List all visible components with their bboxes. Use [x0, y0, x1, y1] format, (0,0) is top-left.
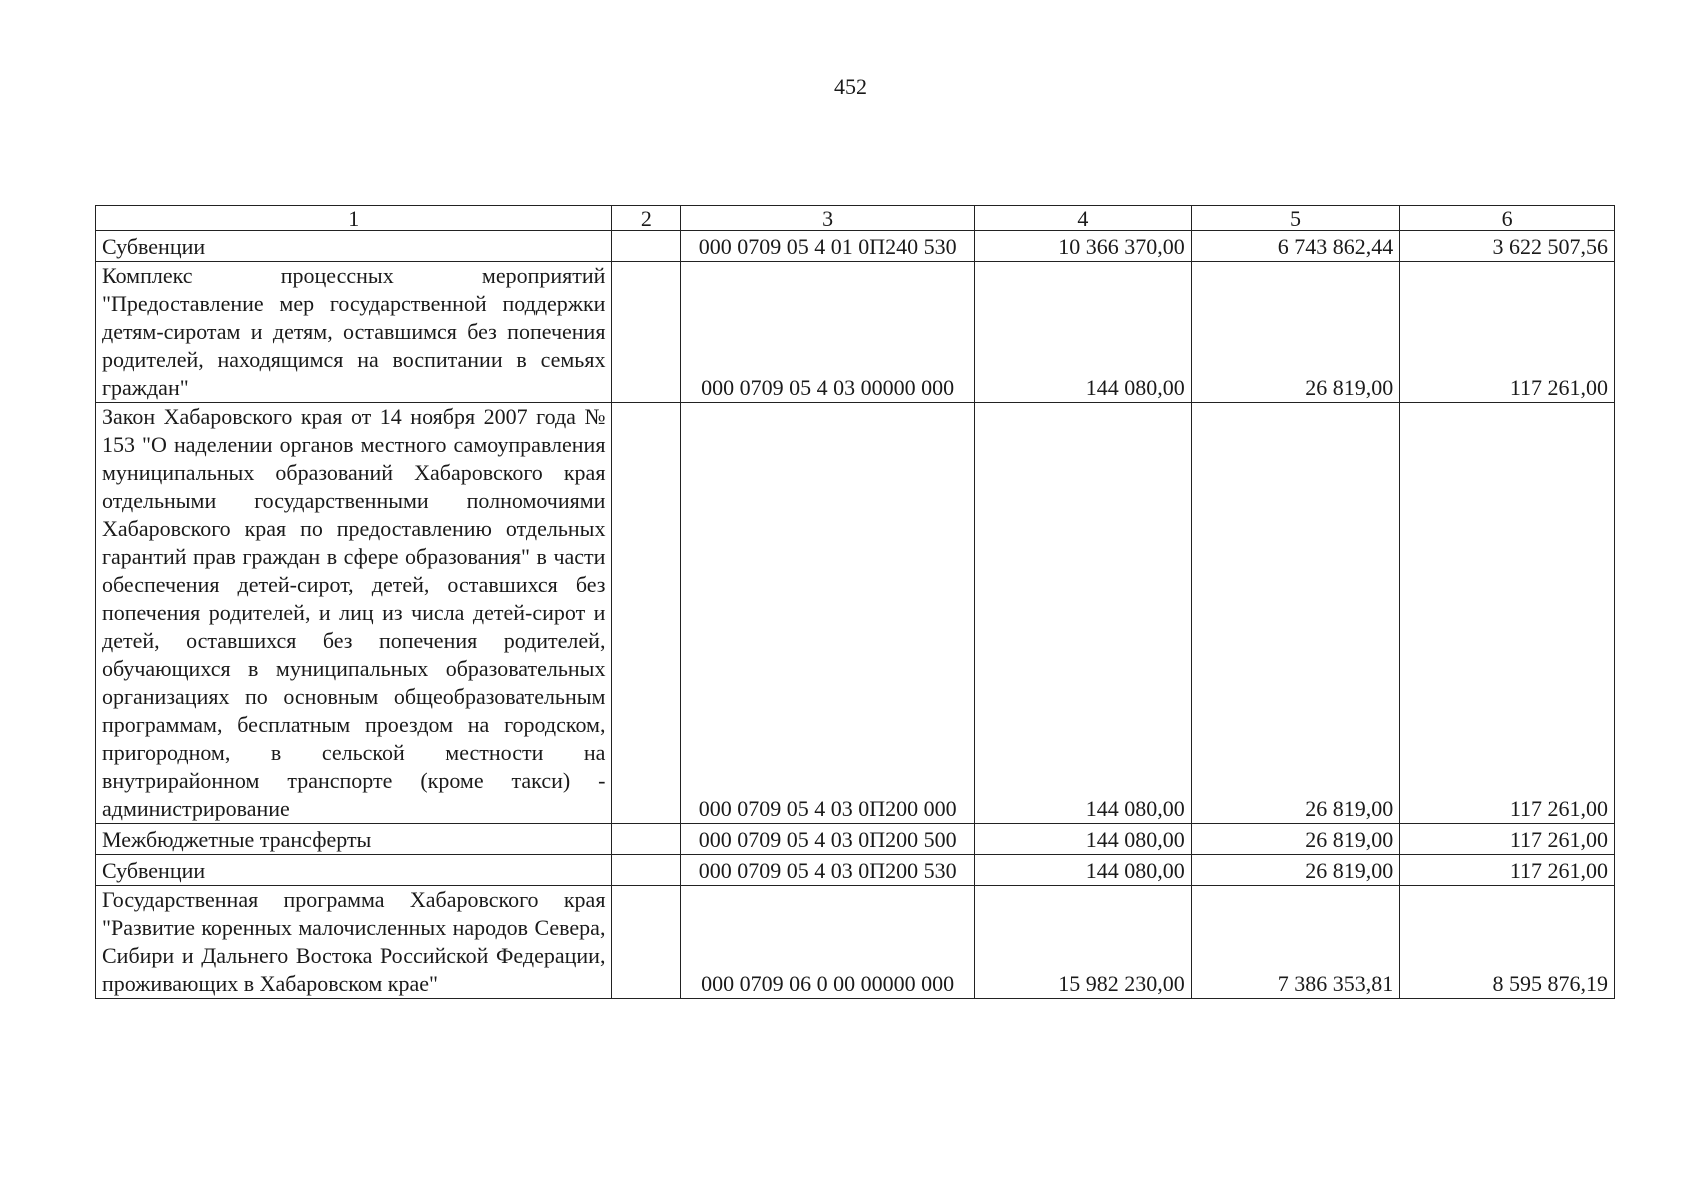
- row-value-4: 15 982 230,00: [974, 886, 1191, 999]
- row-value-5: 26 819,00: [1191, 403, 1400, 824]
- row-value-5: 26 819,00: [1191, 855, 1400, 886]
- row-name: Комплекс процессных мероприятий "Предоставление мер государственной поддержки детям-сиротам и детям, оставшимся без попечения родителей, находящимся на воспитании в семьях граждан": [96, 262, 612, 403]
- column-header: 4: [974, 206, 1191, 231]
- row-value-4: 144 080,00: [974, 403, 1191, 824]
- row-value-4: 144 080,00: [974, 262, 1191, 403]
- row-col2: [612, 824, 681, 855]
- row-value-5: 26 819,00: [1191, 824, 1400, 855]
- row-name: Государственная программа Хабаровского края "Развитие коренных малочисленных народов Севера, Сибири и Дальнего Востока Российской Федерации, проживающих в Хабаровском крае": [96, 886, 612, 999]
- row-value-6: 117 261,00: [1400, 855, 1615, 886]
- row-value-4: 144 080,00: [974, 824, 1191, 855]
- row-code: 000 0709 05 4 01 0П240 530: [681, 231, 975, 262]
- row-value-6: 117 261,00: [1400, 262, 1615, 403]
- column-header: 1: [96, 206, 612, 231]
- row-code: 000 0709 05 4 03 0П200 500: [681, 824, 975, 855]
- row-name: Закон Хабаровского края от 14 ноября 2007 года № 153 "О наделении органов местного самоуправления муниципальных образований Хабаровского края отдельными государственными полномочиями Хабаровского края по предоставлению отдельных гарантий прав граждан в сфере образования" в части обеспечения детей-сирот, детей, оставшихся без попечения родителей, и лиц из числа детей-сирот и детей, оставшихся без попечения родителей, обучающихся в муниципальных образовательных организациях по основным общеобразовательным программам, бесплатным проездом на городском, пригородном, в сельской местности на внутрирайонном транспорте (кроме такси) - администрирование: [96, 403, 612, 824]
- table-header-row: [96, 206, 1615, 231]
- table-row: [96, 403, 1615, 824]
- table-row: [96, 231, 1615, 262]
- row-value-5: 6 743 862,44: [1191, 231, 1400, 262]
- budget-table: [95, 205, 1615, 999]
- column-header: 5: [1191, 206, 1400, 231]
- table-row: [96, 855, 1615, 886]
- row-code: 000 0709 05 4 03 00000 000: [681, 262, 975, 403]
- row-value-6: 8 595 876,19: [1400, 886, 1615, 999]
- row-value-6: 3 622 507,56: [1400, 231, 1615, 262]
- page-number: 452: [834, 74, 867, 99]
- table-row: [96, 262, 1615, 403]
- row-code: 000 0709 05 4 03 0П200 530: [681, 855, 975, 886]
- row-name: Межбюджетные трансферты: [96, 824, 612, 855]
- row-value-4: 144 080,00: [974, 855, 1191, 886]
- row-value-5: 7 386 353,81: [1191, 886, 1400, 999]
- column-header: 6: [1400, 206, 1615, 231]
- column-header: 2: [612, 206, 681, 231]
- row-col2: [612, 231, 681, 262]
- row-code: 000 0709 06 0 00 00000 000: [681, 886, 975, 999]
- column-header: 3: [681, 206, 975, 231]
- table-row: [96, 824, 1615, 855]
- row-value-5: 26 819,00: [1191, 262, 1400, 403]
- row-col2: [612, 855, 681, 886]
- row-value-6: 117 261,00: [1400, 824, 1615, 855]
- row-col2: [612, 262, 681, 403]
- row-name: Субвенции: [96, 231, 612, 262]
- table-row: [96, 886, 1615, 999]
- row-code: 000 0709 05 4 03 0П200 000: [681, 403, 975, 824]
- row-value-6: 117 261,00: [1400, 403, 1615, 824]
- row-col2: [612, 886, 681, 999]
- row-value-4: 10 366 370,00: [974, 231, 1191, 262]
- row-name: Субвенции: [96, 855, 612, 886]
- row-col2: [612, 403, 681, 824]
